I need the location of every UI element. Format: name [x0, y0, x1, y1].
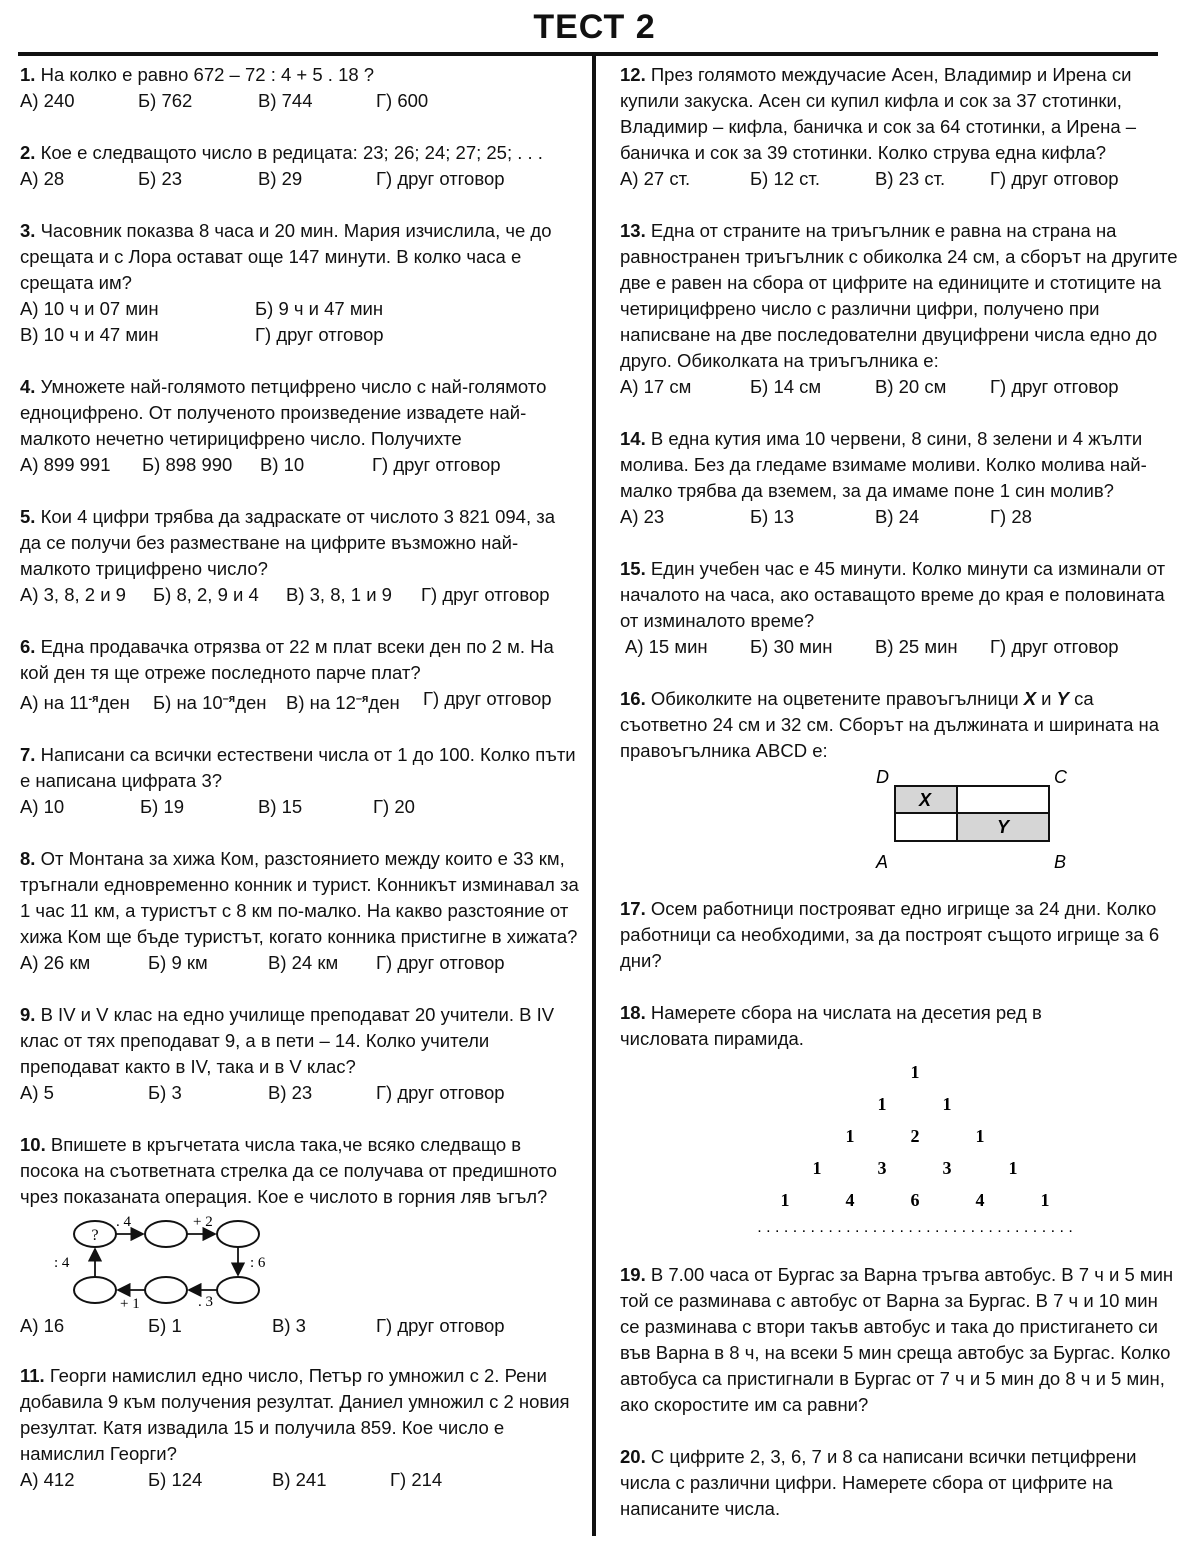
question-1 — [20, 62, 580, 114]
question-number: 17. — [620, 898, 646, 919]
question-text: В една кутия има 10 червени, 8 сини, 8 зелени и 4 жълти молива. Без да гледаме взимаме моливи. Колко молива най-малко трябва да вземем, за да имаме поне 1 син молив? — [620, 428, 1147, 501]
answer-option: А) 5 — [20, 1082, 54, 1103]
answer-option: Г) друг отговор — [255, 324, 384, 345]
question-3 — [20, 218, 580, 348]
answer-options — [20, 88, 580, 114]
answer-options — [20, 296, 580, 322]
vertex-d: D — [876, 768, 889, 787]
question-8 — [20, 846, 580, 976]
pyramid-number: 1 — [780, 1190, 790, 1210]
circle-bottom-left — [74, 1277, 116, 1303]
question-2 — [20, 140, 580, 192]
operation-label: . 4 — [116, 1214, 131, 1230]
question-13 — [620, 218, 1182, 400]
pyramid-number: 6 — [910, 1190, 920, 1210]
answer-option: А) 28 — [20, 168, 65, 189]
answer-options — [20, 1467, 580, 1493]
answer-option: Б) 9 км — [148, 952, 208, 973]
question-4 — [20, 374, 580, 478]
answer-option: Б) 30 мин — [750, 636, 833, 657]
circle-bottom-middle — [145, 1277, 187, 1303]
question-18 — [620, 1000, 1182, 1238]
answer-option: А) 16 — [20, 1315, 65, 1336]
question-text: Намерете сбора на числата на десетия ред в числовата пирамида. — [620, 1002, 1042, 1049]
circle-top-middle — [145, 1221, 187, 1247]
answer-option: А) 899 991 — [20, 454, 111, 475]
question-text: От Монтана за хижа Ком, разстоянието между които е 33 км, тръгнали едновременно конник и турист. Конникът изминавал за 1 час 11 км, а туристът с 8 км по-малко. На какво разстояние от хижа Ком ще бъде туристът, когато конника пристигне в хижата? — [20, 848, 579, 947]
question-text: Една от страните на триъгълник е равна на страна на равностранен триъгълник с обиколка 24 см, а сборът на другите две е равен на сбора от цифрите на единиците и стотиците на четирицифрено число с различни цифри, получено при написване на две последователни двуцифрени числа едно до друго. Обиколката на триъгълника е: — [620, 220, 1178, 371]
answer-options — [20, 322, 580, 348]
question-14 — [620, 426, 1182, 530]
question-text: В 7.00 часа от Бургас за Варна тръгва автобус. В 7 ч и 5 мин той се разминава с автобус от Варна за Бургас. В 7 ч и 10 мин се разминава с втори такъв автобус и така до пристигането си във Варна в 8 ч, на всеки 5 мин среща автобус за Бургас. Колко автобуса са пристигнали в Бургас от 7 ч и 5 мин до 8 ч и 5 мин, ако скоростите им са равни? — [620, 1264, 1174, 1415]
question-number: 15. — [620, 558, 646, 579]
vertex-b: B — [1054, 852, 1067, 872]
answer-option: Б) 9 ч и 47 мин — [255, 298, 384, 319]
vertex-a: A — [876, 852, 889, 872]
answer-option: А) 240 — [20, 90, 75, 111]
question-9 — [20, 1002, 580, 1106]
answer-options — [20, 1080, 580, 1106]
answer-option: А) 412 — [20, 1469, 75, 1490]
question-text: Обиколките на оцветените правоъгълници — [650, 688, 1024, 709]
answer-option: В) на 12–яден — [286, 692, 400, 713]
question-text: Една продавачка отрязва от 22 м плат всеки ден по 2 м. На кой ден тя ще отреже последното парче плат? — [20, 636, 554, 683]
question-number: 10. — [20, 1134, 46, 1155]
answer-option: В) 24 — [875, 506, 920, 527]
vertex-c: C — [1054, 768, 1067, 787]
answer-option: Г) друг отговор — [421, 584, 550, 605]
answer-option: Б) 762 — [138, 90, 193, 111]
question-number: 14. — [620, 428, 646, 449]
pyramid-number: 2 — [910, 1126, 920, 1146]
pyramid-number: 3 — [877, 1158, 887, 1178]
answer-option: В) 23 ст. — [875, 168, 946, 189]
pyramid-number: 1 — [975, 1126, 985, 1146]
question-number: 16. — [620, 688, 646, 709]
answer-option: Г) друг отговор — [990, 636, 1119, 657]
question-number: 20. — [620, 1446, 646, 1467]
answer-option: Б) 19 — [140, 796, 185, 817]
pyramid-number: 4 — [975, 1190, 985, 1210]
pyramid-number: 1 — [1008, 1158, 1018, 1178]
question-7 — [20, 742, 580, 820]
question-text: На колко е равно 672 – 72 : 4 + 5 . 18 ? — [40, 64, 375, 85]
answer-option: А) 10 ч и 07 мин — [20, 298, 159, 319]
answer-option: Б) 898 990 — [142, 454, 233, 475]
answer-option: Б) 14 см — [750, 376, 822, 397]
question-number: 9. — [20, 1004, 36, 1025]
question-number: 1. — [20, 64, 36, 85]
question-number: 13. — [620, 220, 646, 241]
answer-option: Г) 214 — [390, 1469, 443, 1490]
answer-options — [620, 374, 1182, 400]
answer-option: Б) 3 — [148, 1082, 182, 1103]
answer-option: В) 24 км — [268, 952, 339, 973]
answer-options — [620, 504, 1182, 530]
answer-options — [20, 166, 580, 192]
answer-options — [20, 686, 580, 716]
question-12 — [620, 62, 1182, 192]
label-x: X — [918, 790, 932, 810]
question-number: 6. — [20, 636, 36, 657]
question-text: Кои 4 цифри трябва да задраскате от числото 3 821 094, за да се получи без разместване на цифрите възможно най-малкото трицифрено число? — [20, 506, 556, 579]
pyramid-number: 1 — [845, 1126, 855, 1146]
operation-label: : 6 — [250, 1255, 266, 1271]
answer-option: Г) друг отговор — [423, 688, 552, 709]
question-10 — [20, 1132, 580, 1339]
question-text: Георги намислил едно число, Петър го умножил с 2. Рени добавила 9 към получения резултат. Даниел умножил с 2 новия резултат. Катя извадила 15 и получила 859. Кое число е намислил Георги? — [20, 1365, 570, 1464]
column-divider — [592, 56, 596, 1536]
question-text: Кое е следващото число в редицата: 23; 26; 24; 27; 25; . . . — [40, 142, 543, 163]
question-number: 8. — [20, 848, 36, 869]
answer-options — [20, 452, 580, 478]
question-number: 3. — [20, 220, 36, 241]
answer-option: Г) 20 — [373, 796, 415, 817]
unknown-mark: ? — [91, 1227, 99, 1244]
answer-option: Б) 1 — [148, 1315, 182, 1336]
operation-label: + 2 — [193, 1214, 213, 1230]
answer-option: А) 15 мин — [625, 636, 708, 657]
question-text: Осем работници построяват едно игрище за 24 дни. Колко работници са необходими, за да построят същото игрище за 6 дни? — [620, 898, 1160, 971]
operation-label: + 1 — [120, 1296, 140, 1309]
pyramid-number: 1 — [1040, 1190, 1050, 1210]
answer-option: В) 241 — [272, 1469, 327, 1490]
pyramid-number: 1 — [877, 1094, 887, 1114]
answer-option: А) на 11-яден — [20, 692, 130, 713]
pyramid-number: 1 — [910, 1062, 920, 1082]
answer-option: Г) друг отговор — [376, 952, 505, 973]
answer-options — [20, 582, 580, 608]
answer-option: Г) друг отговор — [376, 1082, 505, 1103]
answer-option: В) 10 ч и 47 мин — [20, 324, 159, 345]
left-column — [20, 62, 580, 1519]
answer-options — [620, 166, 1182, 192]
pyramid-number: 4 — [845, 1190, 855, 1210]
rectangle-abcd-figure — [870, 768, 1100, 878]
answer-option: Б) 23 — [138, 168, 183, 189]
answer-options — [20, 950, 580, 976]
operation-label: : 4 — [54, 1255, 70, 1271]
answer-option: Г) 28 — [990, 506, 1032, 527]
pyramid-number: 1 — [942, 1094, 952, 1114]
answer-option: Г) друг отговор — [990, 376, 1119, 397]
question-text: Един учебен час е 45 минути. Колко минути са изминали от началото на часа, ако оставащото време до края е половината от изминалото време? — [620, 558, 1166, 631]
answer-option: В) 744 — [258, 90, 313, 111]
answer-option: А) 17 см — [620, 376, 692, 397]
answer-option: В) 25 мин — [875, 636, 958, 657]
answer-option: Б) 12 ст. — [750, 168, 820, 189]
answer-option: А) 27 ст. — [620, 168, 691, 189]
answer-option: А) 23 — [620, 506, 665, 527]
answer-option: Г) 600 — [376, 90, 429, 111]
question-text: В IV и V клас на едно училище преподават 20 учители. В IV клас от тях преподават 9, а в пети – 14. Колко учители преподават както в IV, така и в V клас? — [20, 1004, 555, 1077]
answer-option: Г) друг отговор — [376, 1315, 505, 1336]
question-number: 7. — [20, 744, 36, 765]
question-number: 19. — [620, 1264, 646, 1285]
number-pyramid — [620, 1058, 1182, 1238]
answer-options — [20, 794, 580, 820]
question-number: 4. — [20, 376, 36, 397]
question-15 — [620, 556, 1182, 660]
operation-label: . 3 — [198, 1294, 213, 1309]
answer-option: В) 10 — [260, 454, 305, 475]
question-17 — [620, 896, 1182, 974]
answer-option: Г) друг отговор — [372, 454, 501, 475]
question-number: 18. — [620, 1002, 646, 1023]
question-text: Написани са всички естествени числа от 1 до 100. Колко пъти е написана цифрата 3? — [20, 744, 576, 791]
question-text: Впишете в кръгчетата числа така,че всяко следващо в посока на съответната стрелка да се получава от предишното чрез показаната операция. Кое е числото в горния ляв ъгъл? — [20, 1134, 557, 1207]
answer-option: Г) друг отговор — [990, 168, 1119, 189]
answer-option: В) 15 — [258, 796, 303, 817]
question-number: 5. — [20, 506, 36, 527]
operation-cycle-diagram — [48, 1214, 308, 1309]
question-5 — [20, 504, 580, 608]
pyramid-ellipsis: . . . . . . . . . . . . . . . . . . . . . . . . . . . . . . . . . . . . — [757, 1219, 1073, 1236]
label-y: Y — [996, 817, 1010, 837]
question-number: 2. — [20, 142, 36, 163]
answer-option: В) 23 — [268, 1082, 313, 1103]
header-divider — [18, 52, 1158, 56]
question-16: 16. Обиколките на оцветените правоъгълници X и Y са съответно 24 см и 32 см. Сборът на дължината и ширината на правоъгълника ABCD е: X Y D C A B — [620, 686, 1182, 878]
answer-option: Б) 8, 2, 9 и 4 — [153, 584, 259, 605]
question-19 — [620, 1262, 1182, 1418]
question-text: Часовник показва 8 часа и 20 мин. Мария изчислила, че до срещата и с Лора остават още 147 минути. В колко часа е срещата им? — [20, 220, 552, 293]
answer-option: В) 3, 8, 1 и 9 — [286, 584, 392, 605]
circle-top-right — [217, 1221, 259, 1247]
answer-option: А) 10 — [20, 796, 65, 817]
question-20 — [620, 1444, 1182, 1522]
question-11 — [20, 1363, 580, 1493]
circle-bottom-right — [217, 1277, 259, 1303]
question-number: 11. — [20, 1365, 45, 1386]
answer-option: Б) 124 — [148, 1469, 203, 1490]
answer-option: Б) 13 — [750, 506, 795, 527]
answer-options — [20, 1313, 580, 1339]
answer-options — [620, 634, 1182, 660]
pyramid-number: 1 — [812, 1158, 822, 1178]
question-text: С цифрите 2, 3, 6, 7 и 8 са написани всички петцифрени числа с различни цифри. Намерете сбора от цифрите на написаните числа. — [620, 1446, 1137, 1519]
answer-option: А) 26 км — [20, 952, 91, 973]
answer-option: А) 3, 8, 2 и 9 — [20, 584, 126, 605]
answer-option: В) 29 — [258, 168, 303, 189]
answer-option: В) 20 см — [875, 376, 947, 397]
question-6 — [20, 634, 580, 716]
answer-option: Г) друг отговор — [376, 168, 505, 189]
pyramid-number: 3 — [942, 1158, 952, 1178]
answer-option: В) 3 — [272, 1315, 306, 1336]
right-column — [620, 62, 1182, 1548]
question-number: 12. — [620, 64, 646, 85]
question-text: През голямото междучасие Асен, Владимир и Ирена си купили закуска. Асен си купил кифла и сок за 37 стотинки, Владимир – кифла, баничка и сок за 64 стотинки, а Ирена – баничка и сок за 39 стотинки. Колко струва една кифла? — [620, 64, 1137, 163]
page-title: ТЕСТ 2 — [533, 8, 656, 46]
answer-option: Б) на 10–яден — [153, 692, 267, 713]
question-text: Умножете най-голямото петцифрено число с най-голямото едноцифрено. От полученото произведение извадете най-малкото нечетно четирицифрено число. Получихте — [20, 376, 547, 449]
